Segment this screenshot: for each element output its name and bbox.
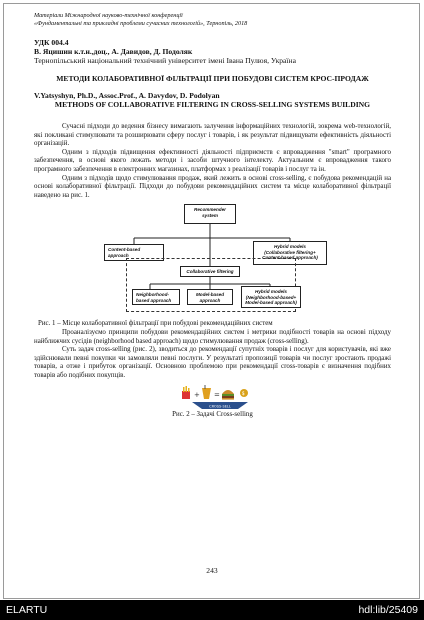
repository-footer	[0, 600, 424, 620]
paragraph-3: Одним з підходів щодо стимулювання продаж, який лежить в основі cross-selling, є побудова рекомендацій на основі колаборативної фільтрації. Підходи до побудови рекомендаційних систем та місце колаборативної фільтрації наведено на рис. 1.	[34, 174, 391, 199]
content-based-box: Content-based approach	[104, 244, 164, 261]
drink-icon	[202, 385, 211, 399]
conference-header	[34, 12, 391, 28]
affiliation: Тернопільський національний технічний університет імені Івана Пулюя, Україна	[34, 56, 296, 65]
paragraph-1: Сучасні підходи до ведення бізнесу вимагають залучення інформаційних технологій, зокрема web-технологій, які покликані стимулювати та розширювати сферу послуг і товарів, і як результат підвищувати ефективність діяльності організацій.	[34, 123, 391, 148]
footer-repository-label: ELARTU	[6, 604, 48, 616]
figure-2-caption: Рис. 2 – Задачі Cross-selling	[172, 410, 253, 418]
paragraph-2: Одним з підходів підвищення ефективності діяльності підприємств є впровадження "smart" програмного забезпечення, в основі якого лежать методи і засоби штучного інтелекту. Актуальним є впровадження такого програмного забезпечення в електронних магазинах, платформах з реалізації товарів і послуг та ін.	[34, 148, 391, 173]
paragraph-4: Проаналізуємо принципи побудови рекомендаційних систем і метрики подібності товарів на основі підходу найближчих сусідів (neighborhood based approach) щодо стимулювання продаж (cross-selling).	[34, 328, 391, 345]
conference-line-2: «Фундаментальні та прикладні проблеми сучасних технологій», Тернопіль, 2018	[34, 20, 248, 27]
footer-handle-label: hdl:lib/25409	[358, 604, 418, 616]
collaborative-filtering-box: Collaborative filtering	[180, 266, 240, 277]
fries-icon	[182, 386, 190, 399]
cross-sell-illustration	[34, 385, 391, 411]
svg-text:$: $	[241, 390, 245, 397]
money-icon	[240, 389, 248, 397]
hybrid-models-bottom-box: Hybrid models (Neighborhood-based+ Model-based approach)	[241, 286, 301, 308]
model-based-box: Model-based approach	[187, 289, 233, 305]
neighborhood-box: Neighborhood- based approach	[132, 289, 180, 305]
figure-1-diagram	[34, 204, 391, 320]
page-number: 243	[206, 566, 218, 575]
authors-ua: В. Яцишин к.т.н.,доц., А. Давидов, Д. Подоляк	[34, 47, 193, 56]
paragraph-5: Суть задач cross-selling (рис. 2), зводиться до рекомендації супутніх товарів і послуг для користувачів, які вже здійснювали певні покупки чи замовляли певні послуги. У результаті пропозиції товарів чи послуг зростають продажі товарів, а отже і прибуток організації. Основною проблемою при рекомендації cross-товарів є визначення подібних товарів або подібних покупців.	[34, 346, 391, 379]
figure-2-illustration	[34, 385, 391, 411]
conference-line-1: Матеріали Міжнародної науково-технічної конференції	[34, 12, 183, 19]
plus-icon: +	[194, 390, 200, 399]
authors-en: V.Yatsyshyn, Ph.D., Assoc.Prof., A. Davydov, D. Podolyan	[34, 91, 220, 100]
title-ua: МЕТОДИ КОЛАБОРАТИВНОЇ ФІЛЬТРАЦІЇ ПРИ ПОБУДОВІ СИСТЕМ КРОС-ПРОДАЖ	[56, 74, 369, 83]
cross-sell-banner-text: CROSS-SELL	[209, 404, 231, 408]
udk-code: УДК 004.4	[34, 38, 69, 47]
recommender-system-box: Recommender system	[184, 204, 236, 224]
title-en: METHODS OF COLLABORATIVE FILTERING IN CROSS-SELLING SYSTEMS BUILDING	[54, 100, 371, 109]
equals-icon: =	[214, 390, 220, 399]
burger-icon	[222, 390, 234, 400]
paper-page	[34, 12, 391, 419]
figure-1-caption: Рис. 1 – Місце колаборативної фільтрації при побудові рекомендаційних систем	[38, 320, 273, 328]
hybrid-models-top-box: Hybrid models (Collaborative filtering+ Content-based approach)	[253, 241, 327, 265]
